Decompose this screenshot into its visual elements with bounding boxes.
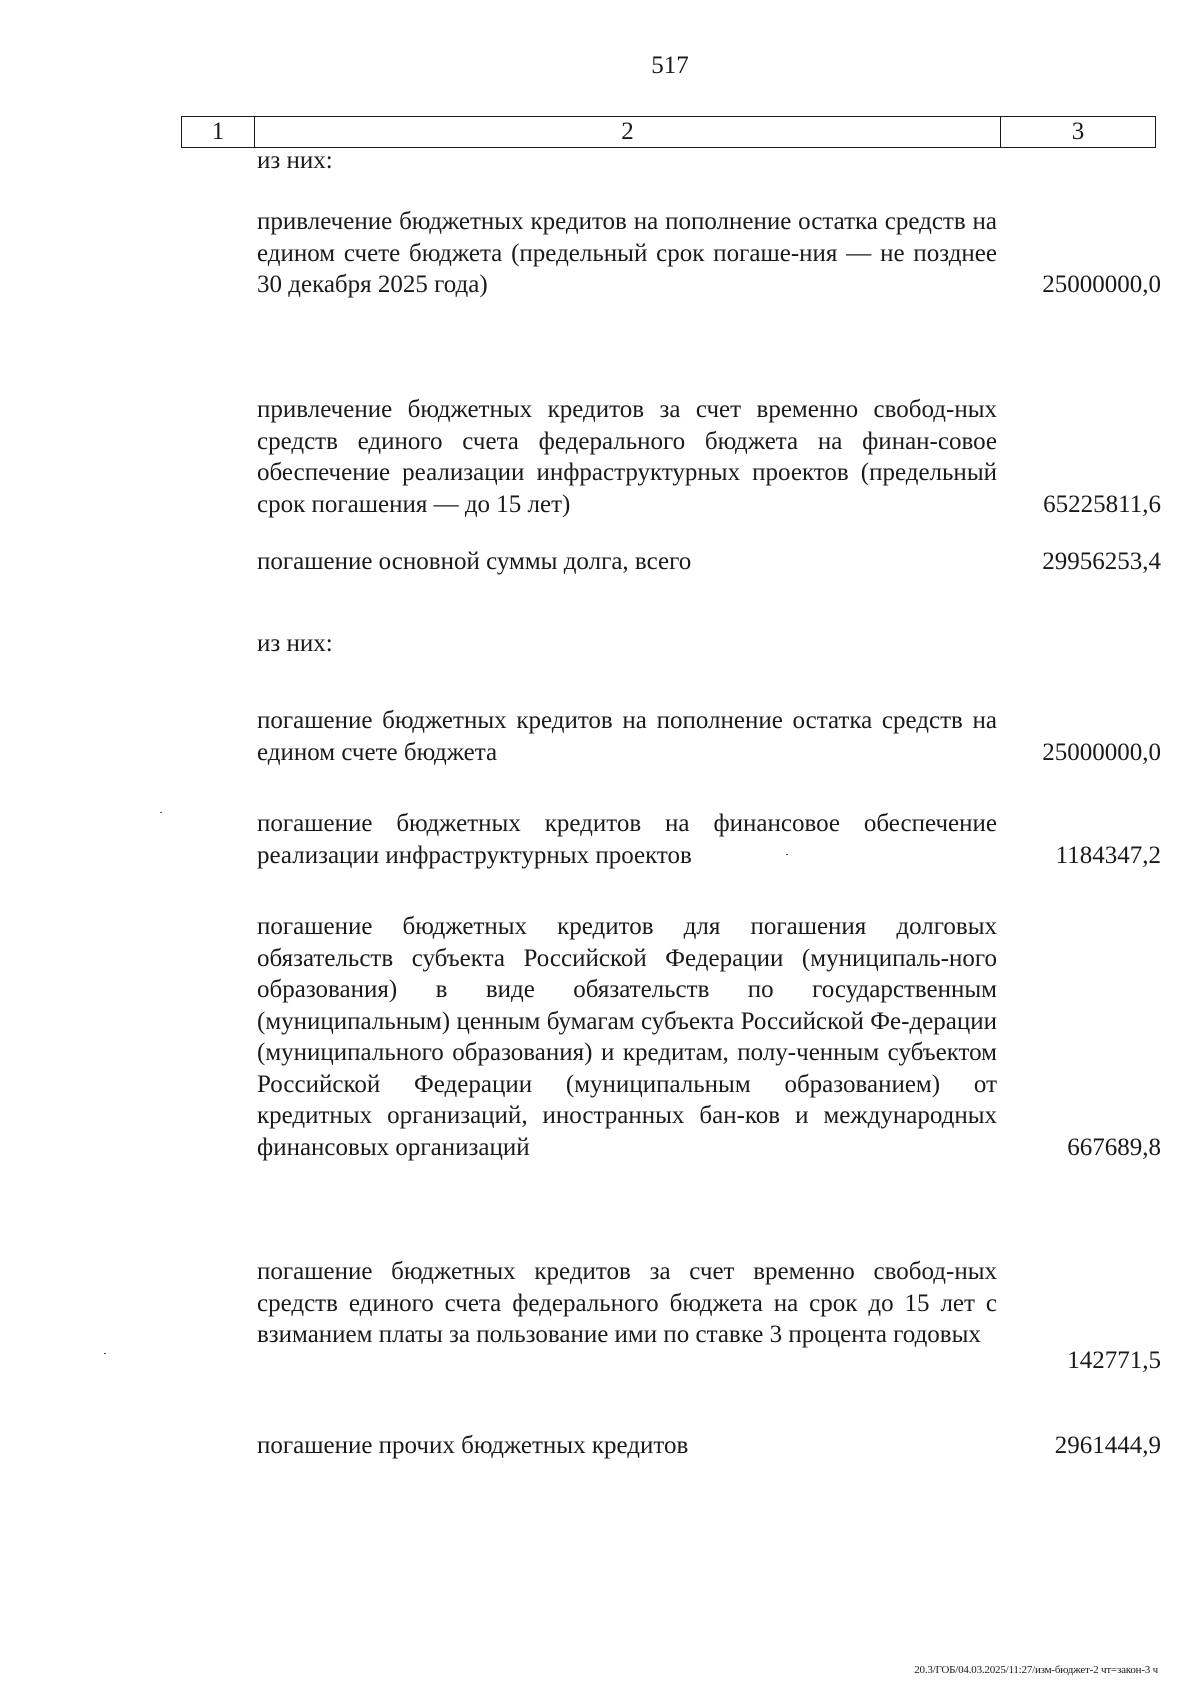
table-row [257, 206, 1161, 301]
table-header-row [181, 116, 1156, 148]
scan-speck [786, 854, 788, 855]
table-row [257, 394, 1161, 520]
row-amount: 25000000,0 [1042, 738, 1161, 766]
row-description: погашение прочих бюджетных кредитов [257, 1432, 689, 1459]
row-description: привлечение бюджетных кредитов на пополнение остатка средств на едином счете бюджета (предельный срок погаше-ния — не позднее 30 декабря 2025 года) [257, 208, 997, 298]
row-description: из них: [257, 630, 333, 657]
row-description: погашение бюджетных кредитов на финансовое обеспечение реализации инфраструктурных проектов [257, 810, 997, 869]
table-row [257, 546, 1161, 578]
table-row [257, 145, 1161, 177]
table-row [257, 911, 1161, 1163]
row-amount: 65225811,6 [1043, 490, 1161, 518]
table-header-col-1: 1 [182, 117, 255, 147]
row-description: погашение бюджетных кредитов на пополнение остатка средств на едином счете бюджета [257, 707, 997, 766]
table-header-col-3: 3 [1071, 118, 1085, 145]
table-row [257, 1430, 1161, 1462]
row-amount: 667689,8 [1067, 1133, 1161, 1161]
row-amount: 142771,5 [1067, 1347, 1161, 1374]
table-header-col-2: 2 [255, 117, 1001, 147]
row-amount: 25000000,0 [1042, 271, 1161, 298]
scan-speck [160, 812, 162, 813]
row-amount: 29956253,4 [1042, 548, 1161, 575]
table-row [257, 705, 1161, 768]
row-description: погашение бюджетных кредитов для погашения долговых обязательств субъекта Российской Федерации (муниципаль-ного образования) в виде обязательств по государственным (муниципальным) ценным бумагам субъекта Российской Фе-дерации (муниципального образования) и кредитам, полу-ченным субъектом Российской Федерации (муниципальным образованием) от кредитных организаций, иностранных бан-ков и международных финансовых организаций [257, 913, 997, 1161]
row-amount: 1184347,2 [1055, 841, 1161, 869]
document-footer-code: 20.3/ГОБ/04.03.2025/11:27/изм-бюджет-2 чт=закон-3 ч [914, 1664, 1158, 1676]
page-number: 517 [651, 52, 689, 79]
scan-speck [104, 1353, 106, 1354]
row-description: погашение бюджетных кредитов за счет временно свобод-ных средств единого счета федерального бюджета на срок до 15 лет с взиманием платы за пользование ими по ставке 3 процента годовых [257, 1258, 997, 1348]
table-row [257, 628, 1161, 660]
row-description: погашение основной суммы долга, всего [257, 548, 692, 575]
table-row [257, 1256, 1161, 1374]
row-description: привлечение бюджетных кредитов за счет временно свобод-ных средств единого счета федерального бюджета на финан-совое обеспечение реализации инфраструктурных проектов (предельный срок погашения — до 15 лет) [257, 396, 997, 518]
row-description: из них: [257, 147, 333, 174]
row-amount: 2961444,9 [1054, 1432, 1161, 1459]
table-row [257, 808, 1161, 871]
